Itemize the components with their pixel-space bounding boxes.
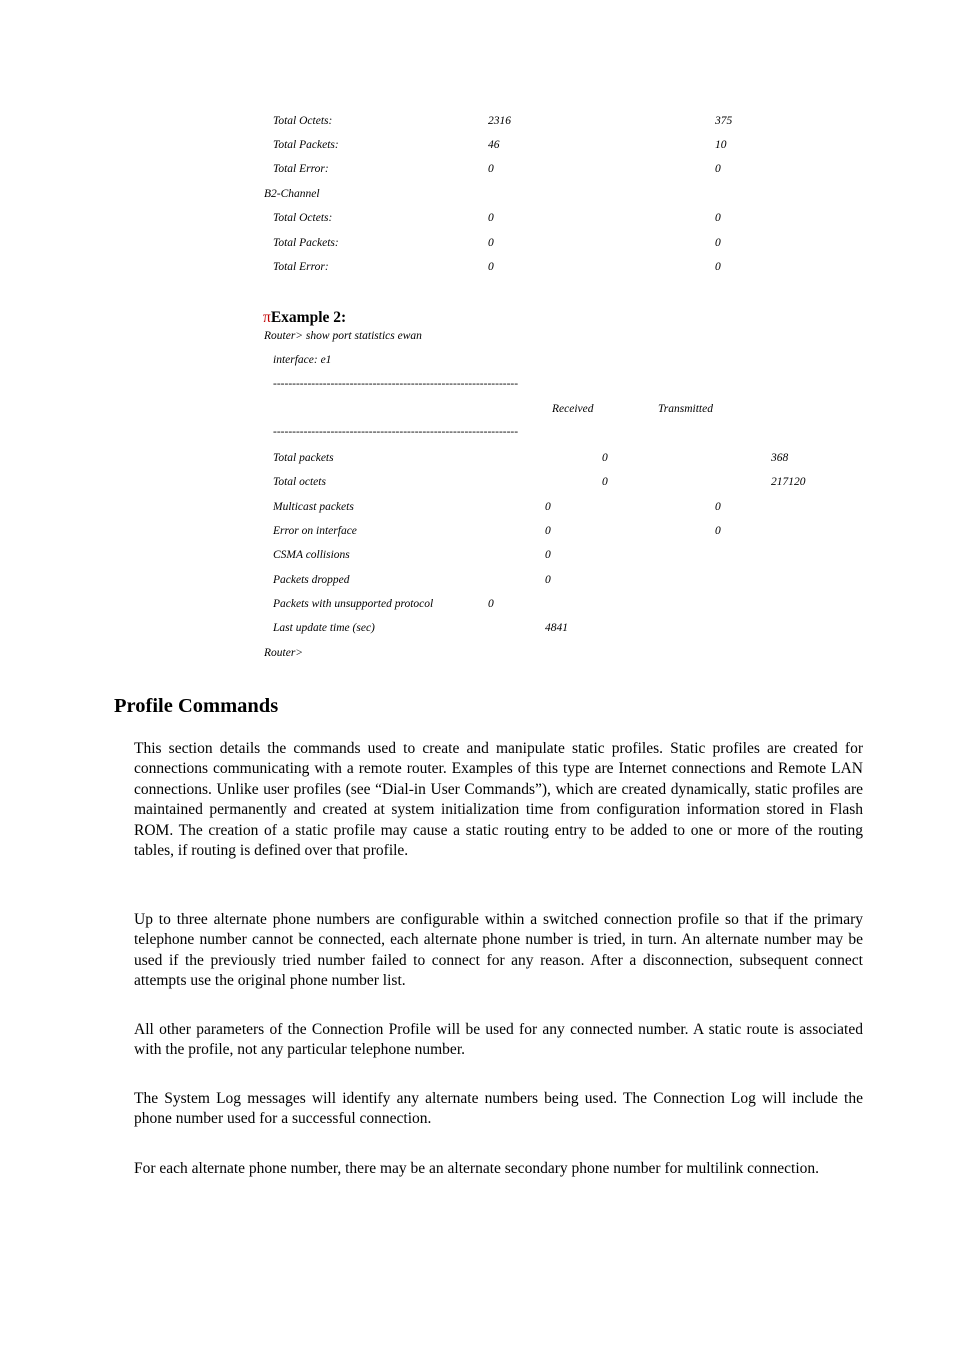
pi-bullet-icon: π — [263, 309, 271, 326]
stat-label: Last update time (sec) — [273, 622, 375, 634]
stat-value: 0 — [715, 525, 721, 537]
stat-label: Total Octets: — [273, 115, 333, 127]
stat-value: 46 — [488, 139, 500, 151]
stat-value: 0 — [545, 525, 551, 537]
paragraph: This section details the commands used to create and manipulate static profiles. Static profiles are created for connections communicating with a remote router. Examples of this type are Internet connections and Remote LAN connections. Unlike user profiles (see “Dial-in User Commands”), which are created dynamically, static profiles are maintained permanently and created at system initialization time from configuration information stored in Flash ROM. The creation of a static profile may cause a static routing entry to be added to one or more of the routing tables, if routing is defined over that profile. — [134, 740, 863, 860]
separator-rule: ---------------------------------------------------------------- — [273, 426, 519, 438]
stat-value: 0 — [715, 501, 721, 513]
column-header-received: Received — [552, 403, 594, 415]
section-title: Profile Commands — [114, 695, 279, 717]
stat-value: 10 — [715, 139, 727, 151]
stat-label: Total Packets: — [273, 237, 339, 249]
paragraph: All other parameters of the Connection Profile will be used for any connected number. A static route is associated with the profile, not any particular telephone number. — [134, 1021, 863, 1059]
example-heading — [263, 309, 346, 327]
command-line: Router> show port statistics ewan — [264, 330, 422, 342]
stat-value: 0 — [488, 261, 494, 273]
example-title: Example 2: — [270, 309, 347, 326]
column-header-transmitted: Transmitted — [658, 403, 713, 415]
stat-value: 0 — [602, 476, 608, 488]
interface-line: interface: e1 — [273, 354, 332, 366]
stat-value: 0 — [715, 261, 721, 273]
stat-label: CSMA collisions — [273, 549, 350, 561]
stat-label: Total Packets: — [273, 139, 339, 151]
stat-value: 4841 — [545, 622, 568, 634]
stat-label: Total Error: — [273, 261, 329, 273]
stat-label: Multicast packets — [273, 501, 354, 513]
stat-label: Total Octets: — [273, 212, 333, 224]
stat-value: 0 — [602, 452, 608, 464]
b2-channel-label: B2-Channel — [264, 188, 320, 200]
router-prompt: Router> — [264, 647, 304, 659]
stat-value: 375 — [715, 115, 733, 127]
stat-value: 217120 — [771, 476, 806, 488]
stat-value: 0 — [715, 163, 721, 175]
paragraph: For each alternate phone number, there may be an alternate secondary phone number for multilink connection. — [134, 1160, 819, 1177]
stat-value: 0 — [545, 501, 551, 513]
paragraph: Up to three alternate phone numbers are configurable within a switched connection profile so that if the primary telephone number cannot be connected, each alternate phone number is tried, in turn. An alternate number may be used if the previously tried number failed to connect for any reason. After a disconnection, subsequent connect attempts use the original phone number list. — [134, 911, 863, 990]
stat-label: Total packets — [273, 452, 334, 464]
stat-value: 0 — [545, 574, 551, 586]
paragraph: The System Log messages will identify any alternate numbers being used. The Connection Log will include the phone number used for a successful connection. — [134, 1090, 863, 1128]
stat-value: 0 — [715, 212, 721, 224]
stat-value: 0 — [545, 549, 551, 561]
stat-value: 0 — [715, 237, 721, 249]
stat-label: Packets dropped — [273, 574, 350, 586]
stat-label: Error on interface — [273, 525, 357, 537]
stat-value: 0 — [488, 163, 494, 175]
stat-value: 368 — [771, 452, 789, 464]
stat-value: 0 — [488, 598, 494, 610]
separator-rule: ---------------------------------------------------------------- — [273, 378, 519, 390]
stat-label: Total Error: — [273, 163, 329, 175]
stat-value: 0 — [488, 212, 494, 224]
stat-label: Packets with unsupported protocol — [273, 598, 434, 610]
stat-value: 2316 — [488, 115, 511, 127]
stat-label: Total octets — [273, 476, 326, 488]
stat-value: 0 — [488, 237, 494, 249]
